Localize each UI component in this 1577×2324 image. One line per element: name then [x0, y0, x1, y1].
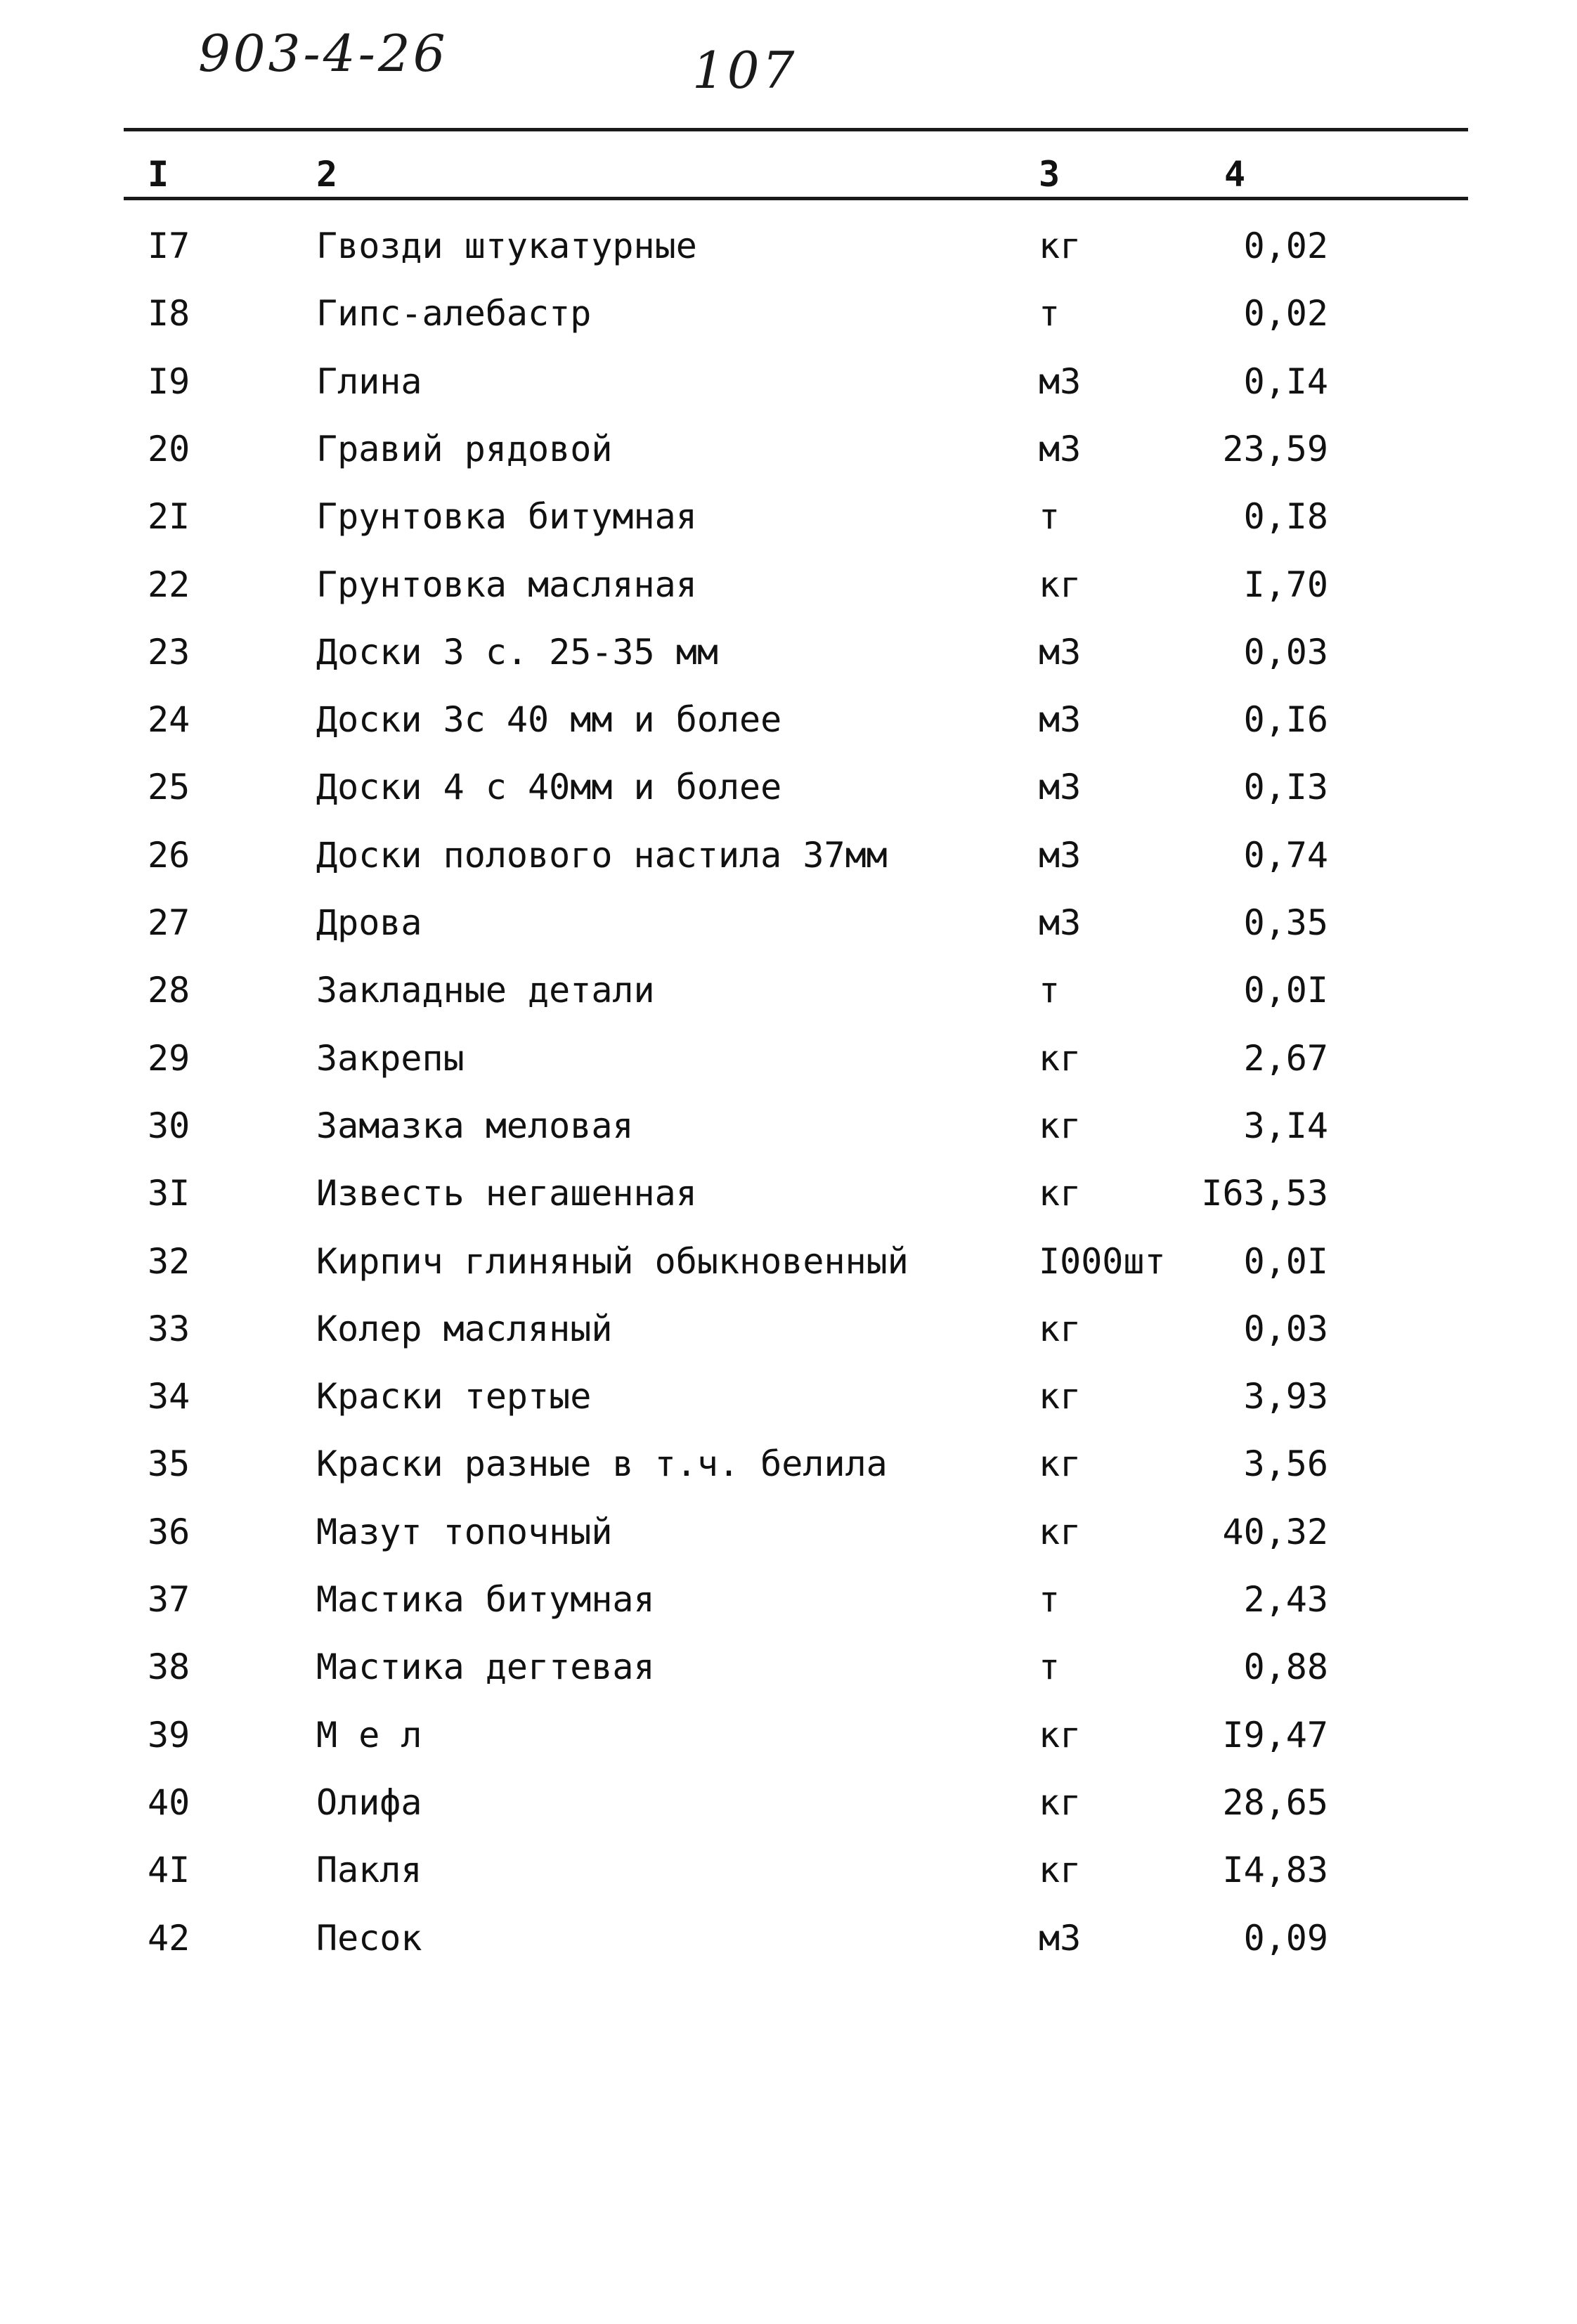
row-number: 3I — [148, 1173, 190, 1214]
quantity-value: 2,67 — [1243, 1038, 1328, 1079]
material-name: Гравий рядовой — [316, 429, 613, 469]
row-number: 2I — [148, 496, 190, 537]
unit-of-measure: кг — [1039, 564, 1082, 605]
document-code: 903-4-26 — [198, 24, 448, 83]
table-header-rule — [124, 197, 1468, 200]
column-header-1: I — [148, 154, 169, 195]
unit-of-measure: т — [1039, 1579, 1060, 1620]
table-header-row — [0, 153, 1577, 195]
table-row — [0, 1037, 1577, 1079]
table-row — [0, 1172, 1577, 1214]
quantity-value: 0,02 — [1243, 293, 1328, 334]
quantity-value: I63,53 — [1201, 1173, 1328, 1214]
material-name: Глина — [316, 361, 422, 402]
row-number: I9 — [148, 361, 190, 402]
table-row — [0, 564, 1577, 606]
row-number: 36 — [148, 1512, 190, 1552]
material-name: Гипс-алебастр — [316, 293, 592, 334]
row-number: 39 — [148, 1715, 190, 1755]
material-name: Закрепы — [316, 1038, 465, 1079]
material-name: Гвозди штукатурные — [316, 226, 697, 266]
material-name: Мастика битумная — [316, 1579, 655, 1620]
table-row — [0, 1240, 1577, 1283]
table-row — [0, 292, 1577, 335]
quantity-value: 0,I3 — [1243, 767, 1328, 807]
quantity-value: 28,65 — [1222, 1782, 1328, 1823]
row-number: 35 — [148, 1443, 190, 1484]
row-number: 42 — [148, 1918, 190, 1959]
table-row — [0, 1917, 1577, 1959]
row-number: 40 — [148, 1782, 190, 1823]
unit-of-measure: кг — [1039, 1309, 1082, 1349]
table-row — [0, 1714, 1577, 1756]
unit-of-measure: м3 — [1039, 699, 1082, 740]
row-number: 28 — [148, 970, 190, 1011]
quantity-value: 0,09 — [1243, 1918, 1328, 1959]
unit-of-measure: м3 — [1039, 767, 1082, 807]
row-number: I8 — [148, 293, 190, 334]
material-name: Мастика дегтевая — [316, 1647, 655, 1687]
row-number: 20 — [148, 429, 190, 469]
unit-of-measure: т — [1039, 496, 1060, 537]
quantity-value: 0,0I — [1243, 1241, 1328, 1282]
unit-of-measure: т — [1039, 1647, 1060, 1687]
material-name: М е л — [316, 1715, 422, 1755]
unit-of-measure: м3 — [1039, 902, 1082, 943]
unit-of-measure: т — [1039, 970, 1060, 1011]
quantity-value: 0,0I — [1243, 970, 1328, 1011]
unit-of-measure: м3 — [1039, 632, 1082, 673]
column-header-2: 2 — [316, 154, 338, 195]
table-row — [0, 969, 1577, 1011]
table-row — [0, 495, 1577, 538]
table-row — [0, 225, 1577, 267]
column-header-3: 3 — [1039, 154, 1060, 195]
row-number: 23 — [148, 632, 190, 673]
quantity-value: 3,93 — [1243, 1376, 1328, 1417]
quantity-value: 3,I4 — [1243, 1105, 1328, 1146]
material-name: Доски полового настила 37мм — [316, 835, 888, 876]
material-name: Дрова — [316, 902, 422, 943]
row-number: 37 — [148, 1579, 190, 1620]
row-number: 30 — [148, 1105, 190, 1146]
table-row — [0, 1443, 1577, 1485]
row-number: 27 — [148, 902, 190, 943]
unit-of-measure: кг — [1039, 1850, 1082, 1890]
unit-of-measure: кг — [1039, 1782, 1082, 1823]
table-row — [0, 834, 1577, 876]
table-row — [0, 1849, 1577, 1891]
row-number: I7 — [148, 226, 190, 266]
material-name: Мазут топочный — [316, 1512, 613, 1552]
quantity-value: 23,59 — [1222, 429, 1328, 469]
quantity-value: I4,83 — [1222, 1850, 1328, 1890]
column-header-4: 4 — [1224, 154, 1246, 195]
table-row — [0, 699, 1577, 741]
material-name: Колер масляный — [316, 1309, 613, 1349]
material-name: Доски 4 с 40мм и более — [316, 767, 782, 807]
table-row — [0, 428, 1577, 470]
quantity-value: 0,I4 — [1243, 361, 1328, 402]
quantity-value: 2,43 — [1243, 1579, 1328, 1620]
table-row — [0, 1578, 1577, 1621]
table-row — [0, 1511, 1577, 1553]
material-name: Закладные детали — [316, 970, 655, 1011]
unit-of-measure: кг — [1039, 226, 1082, 266]
unit-of-measure: кг — [1039, 1173, 1082, 1214]
table-row — [0, 631, 1577, 673]
material-name: Пакля — [316, 1850, 422, 1890]
row-number: 24 — [148, 699, 190, 740]
quantity-value: 3,56 — [1243, 1443, 1328, 1484]
quantity-value: 0,03 — [1243, 1309, 1328, 1349]
table-row — [0, 1781, 1577, 1824]
unit-of-measure: кг — [1039, 1512, 1082, 1552]
row-number: 33 — [148, 1309, 190, 1349]
page-number: 107 — [692, 41, 798, 100]
material-name: Краски тертые — [316, 1376, 592, 1417]
unit-of-measure: кг — [1039, 1038, 1082, 1079]
quantity-value: 0,35 — [1243, 902, 1328, 943]
unit-of-measure: кг — [1039, 1105, 1082, 1146]
table-row — [0, 1646, 1577, 1688]
row-number: 26 — [148, 835, 190, 876]
table-row — [0, 1105, 1577, 1147]
unit-of-measure: I000шт — [1039, 1241, 1166, 1282]
row-number: 22 — [148, 564, 190, 605]
row-number: 38 — [148, 1647, 190, 1687]
row-number: 29 — [148, 1038, 190, 1079]
material-name: Грунтовка масляная — [316, 564, 697, 605]
material-name: Песок — [316, 1918, 422, 1959]
quantity-value: 0,88 — [1243, 1647, 1328, 1687]
material-name: Замазка меловая — [316, 1105, 634, 1146]
row-number: 4I — [148, 1850, 190, 1890]
material-name: Грунтовка битумная — [316, 496, 697, 537]
material-name: Кирпич глиняный обыкновенный — [316, 1241, 909, 1282]
table-row — [0, 902, 1577, 944]
quantity-value: I9,47 — [1222, 1715, 1328, 1755]
material-name: Олифа — [316, 1782, 422, 1823]
table-row — [0, 766, 1577, 808]
table-row — [0, 1308, 1577, 1350]
quantity-value: 0,I6 — [1243, 699, 1328, 740]
material-name: Известь негашенная — [316, 1173, 697, 1214]
row-number: 34 — [148, 1376, 190, 1417]
quantity-value: 0,74 — [1243, 835, 1328, 876]
quantity-value: 40,32 — [1222, 1512, 1328, 1552]
table-row — [0, 1375, 1577, 1417]
unit-of-measure: м3 — [1039, 835, 1082, 876]
unit-of-measure: кг — [1039, 1376, 1082, 1417]
quantity-value: I,70 — [1243, 564, 1328, 605]
unit-of-measure: т — [1039, 293, 1060, 334]
material-name: Доски 3с 40 мм и более — [316, 699, 782, 740]
row-number: 25 — [148, 767, 190, 807]
row-number: 32 — [148, 1241, 190, 1282]
quantity-value: 0,02 — [1243, 226, 1328, 266]
table-row — [0, 361, 1577, 403]
material-name: Краски разные в т.ч. белила — [316, 1443, 888, 1484]
unit-of-measure: кг — [1039, 1443, 1082, 1484]
unit-of-measure: м3 — [1039, 1918, 1082, 1959]
unit-of-measure: м3 — [1039, 429, 1082, 469]
material-name: Доски 3 с. 25-35 мм — [316, 632, 718, 673]
quantity-value: 0,03 — [1243, 632, 1328, 673]
unit-of-measure: м3 — [1039, 361, 1082, 402]
quantity-value: 0,I8 — [1243, 496, 1328, 537]
table-top-rule — [124, 128, 1468, 131]
unit-of-measure: кг — [1039, 1715, 1082, 1755]
